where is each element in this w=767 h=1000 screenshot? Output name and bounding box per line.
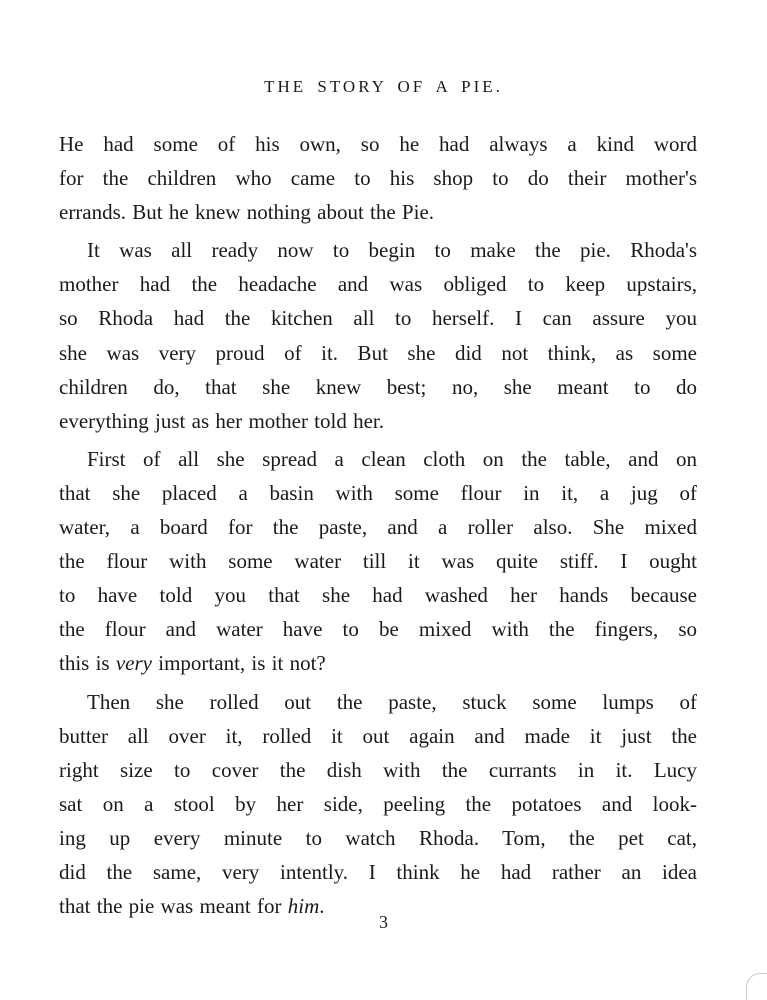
text-run: important, is it not? bbox=[152, 651, 326, 676]
text-line: everything just as her mother told her. bbox=[59, 408, 385, 433]
text-line: He had some of his own, so he had always a kind word bbox=[59, 132, 697, 156]
text-line: children do, that she knew best; no, she meant to do bbox=[59, 374, 697, 399]
text-line: sat on a stool by her side, peeling the potatoes and look- bbox=[59, 791, 697, 816]
text-line: did the same, very intently. I think he had rather an idea bbox=[59, 859, 697, 884]
text-line: Then she rolled out the paste, stuck some lumps of bbox=[87, 689, 697, 714]
paragraph-4 bbox=[59, 685, 697, 924]
text-line: right size to cover the dish with the currants in it. Lucy bbox=[59, 757, 697, 782]
paragraph-2 bbox=[59, 233, 697, 438]
text-run: that the pie was meant for bbox=[59, 894, 288, 919]
text-line: water, a board for the paste, and a roller also. She mixed bbox=[59, 515, 697, 540]
text-line: she was very proud of it. But she did not think, as some bbox=[59, 340, 697, 365]
paragraph-1 bbox=[59, 127, 697, 229]
running-head: THE STORY OF A PIE. bbox=[264, 77, 503, 96]
text-line: so Rhoda had the kitchen all to herself. I can assure you bbox=[59, 306, 697, 331]
italic-word: very bbox=[115, 651, 152, 676]
text-line: errands. But he knew nothing about the Pie. bbox=[59, 200, 435, 225]
text-line: butter all over it, rolled it out again and made it just the bbox=[59, 723, 697, 748]
text-line: for the children who came to his shop to do their mother's bbox=[59, 166, 697, 191]
page-edge-mark bbox=[746, 973, 767, 1000]
text-line: ing up every minute to watch Rhoda. Tom, the pet cat, bbox=[59, 825, 697, 850]
text-line: to have told you that she had washed her hands because bbox=[59, 583, 697, 608]
page-number: 3 bbox=[379, 912, 388, 932]
text-line bbox=[59, 646, 697, 680]
text-line: the flour with some water till it was quite stiff. I ought bbox=[59, 549, 697, 574]
text-run: this is bbox=[59, 651, 116, 676]
text-line: It was all ready now to begin to make the pie. Rhoda's bbox=[87, 238, 697, 263]
body-text bbox=[59, 127, 697, 927]
text-line: First of all she spread a clean cloth on the table, and on bbox=[87, 446, 697, 471]
paragraph-3 bbox=[59, 442, 697, 681]
text-line: mother had the headache and was obliged to keep upstairs, bbox=[59, 272, 697, 297]
text-line: the flour and water have to be mixed with the fingers, so bbox=[59, 617, 697, 642]
text-line: that she placed a basin with some flour in it, a jug of bbox=[59, 480, 697, 505]
italic-word: him bbox=[287, 894, 320, 919]
text-run: . bbox=[319, 894, 325, 919]
